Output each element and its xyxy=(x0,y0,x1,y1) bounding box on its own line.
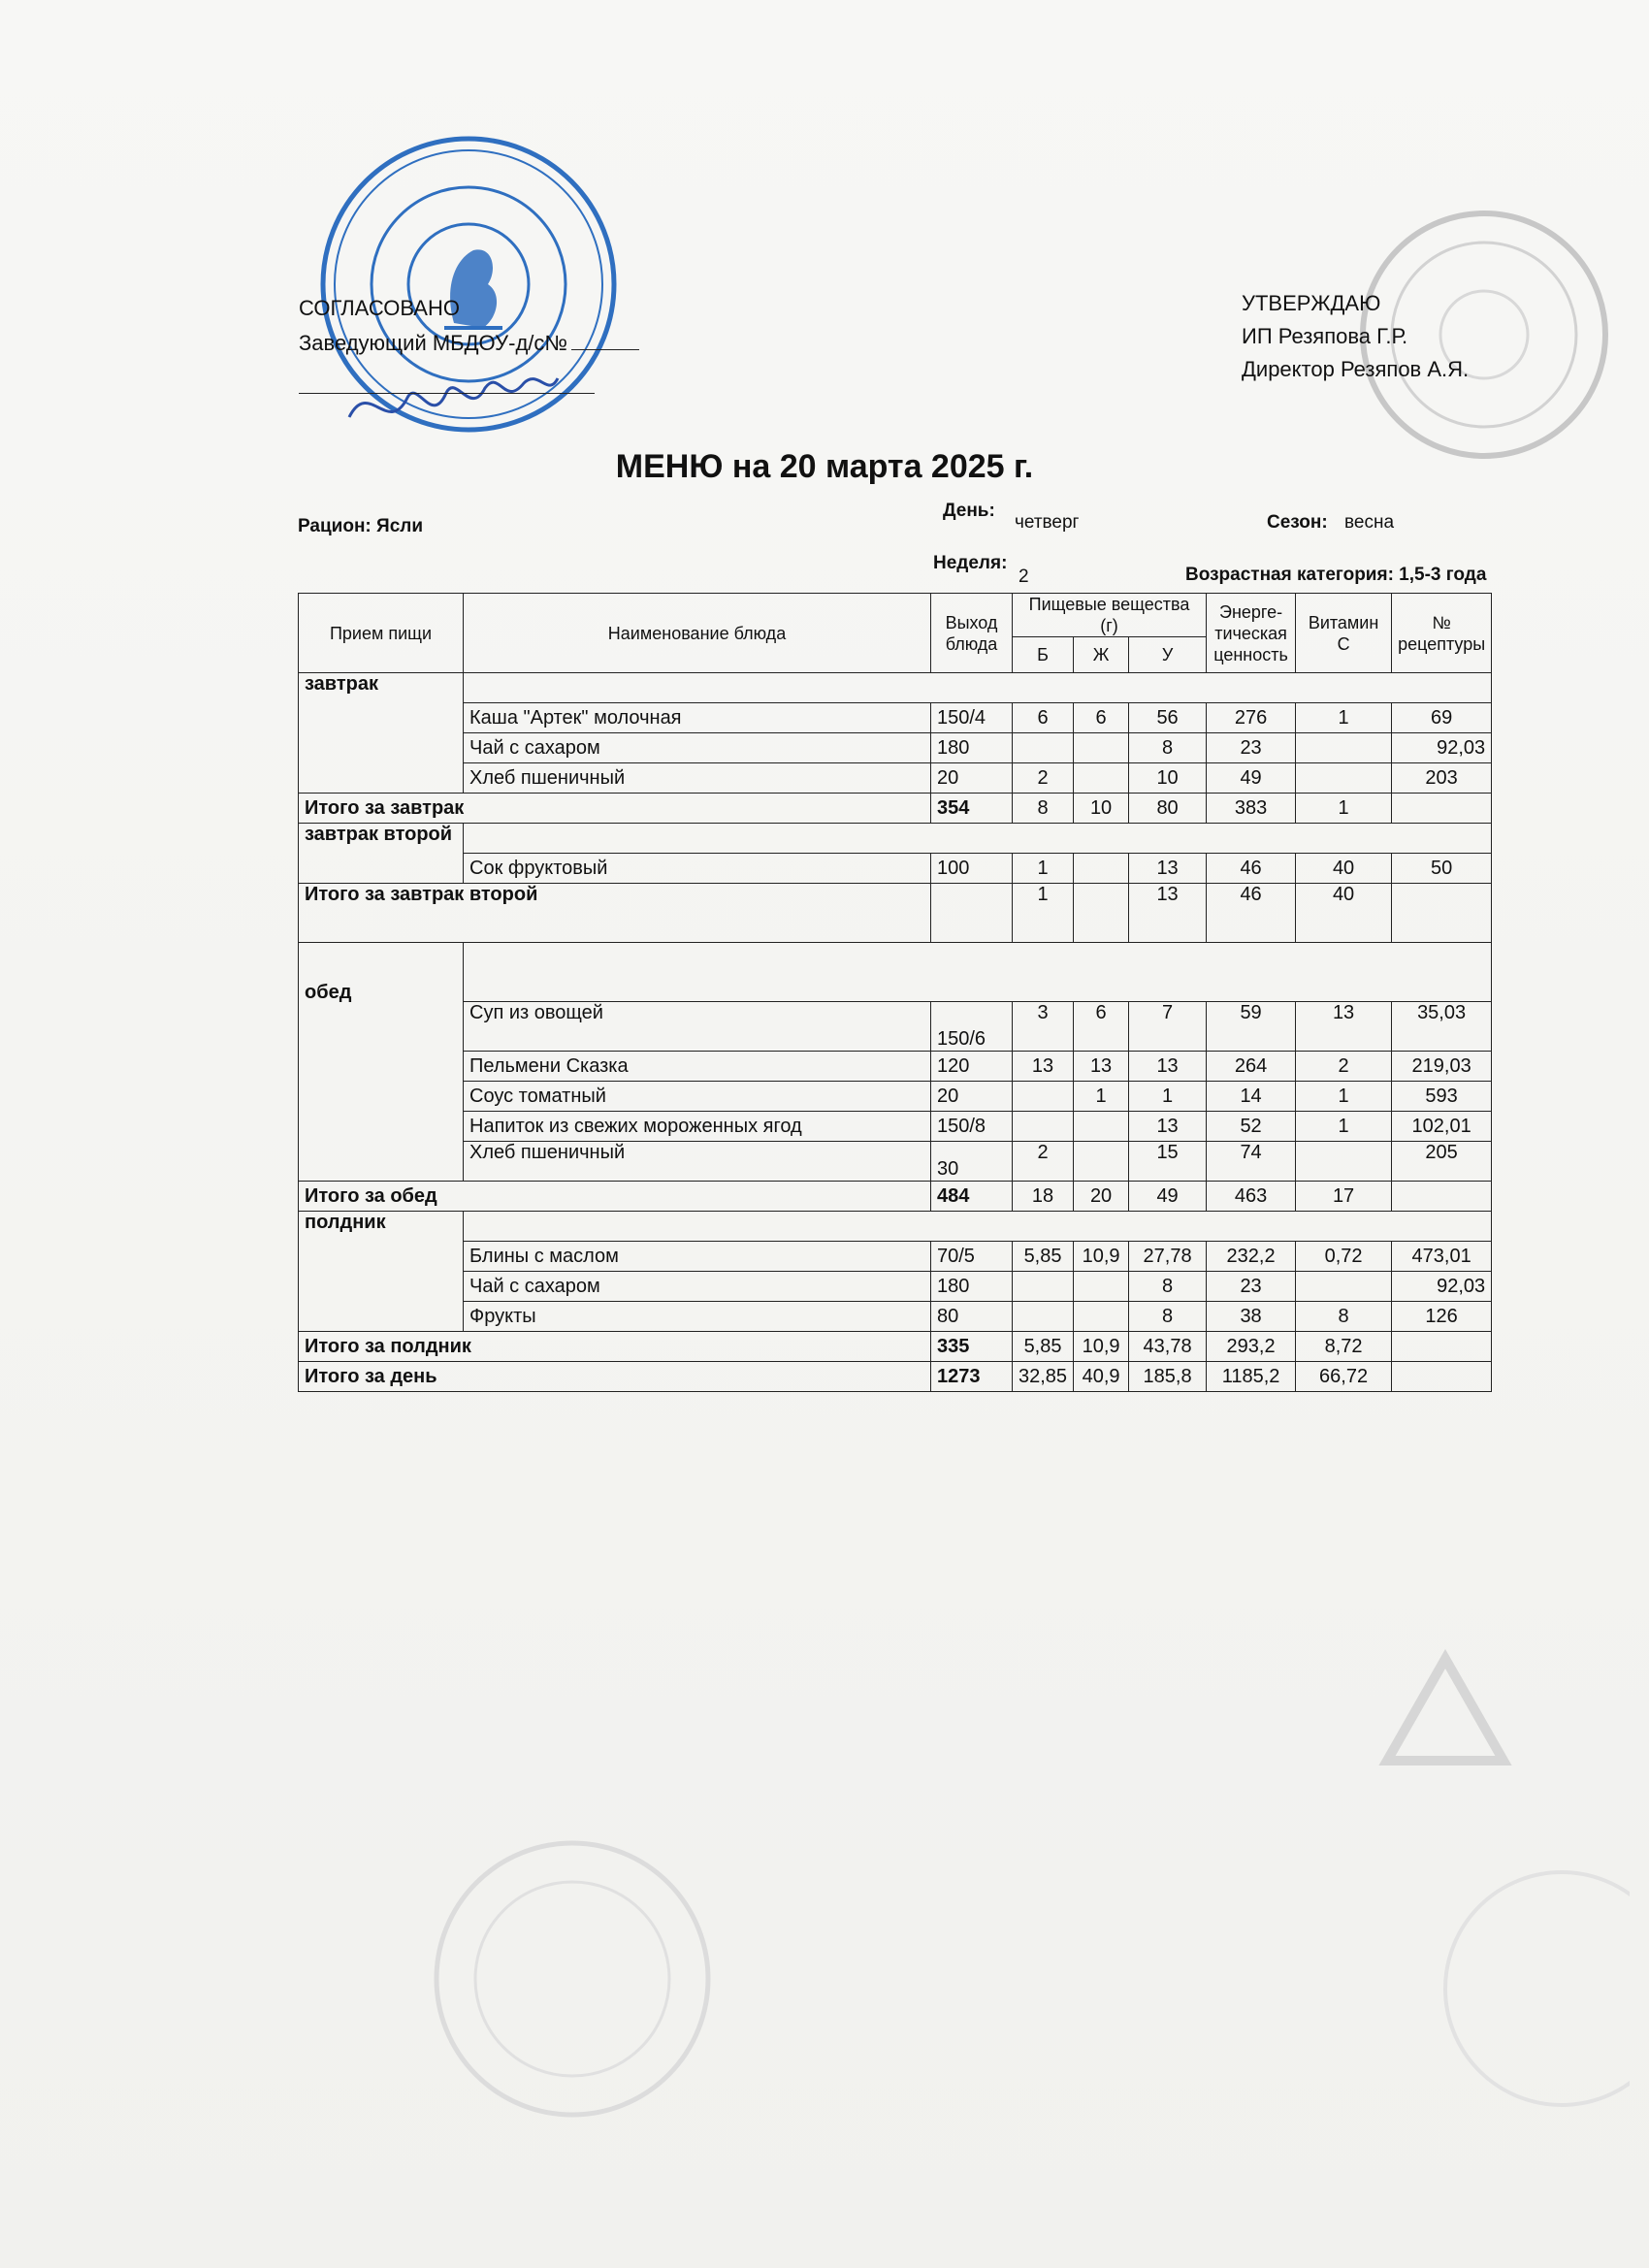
zh-cell: 6 xyxy=(1074,1002,1129,1052)
day-total-recipe xyxy=(1392,1362,1492,1392)
day-total-row xyxy=(299,1362,1492,1392)
vitamin-cell: 1 xyxy=(1296,703,1392,733)
output-cell: 150/6 xyxy=(931,1002,1013,1052)
approval-right xyxy=(1242,287,1469,386)
week-label: Неделя: xyxy=(933,553,1008,573)
dish-name: Сок фруктовый xyxy=(464,854,931,884)
dish-name: Чай с сахаром xyxy=(464,1272,931,1302)
signature xyxy=(340,359,563,446)
vitamin-cell: 2 xyxy=(1296,1052,1392,1082)
zh-cell: 1 xyxy=(1074,1082,1129,1112)
b-cell: 5,85 xyxy=(1013,1242,1074,1272)
header-output: Выход блюда xyxy=(931,594,1013,673)
section-row xyxy=(299,673,1492,703)
zh-cell: 10,9 xyxy=(1074,1242,1129,1272)
dish-name: Чай с сахаром xyxy=(464,733,931,763)
total-vitamin: 1 xyxy=(1296,794,1392,824)
energy-cell: 14 xyxy=(1207,1082,1296,1112)
total-row xyxy=(299,794,1492,824)
vitamin-cell: 1 xyxy=(1296,1112,1392,1142)
u-cell: 13 xyxy=(1129,1052,1207,1082)
u-cell: 8 xyxy=(1129,1272,1207,1302)
total-b: 8 xyxy=(1013,794,1074,824)
section-row xyxy=(299,824,1492,854)
recipe-cell: 593 xyxy=(1392,1082,1492,1112)
section-row xyxy=(299,943,1492,1002)
total-recipe xyxy=(1392,884,1492,943)
b-cell: 3 xyxy=(1013,1002,1074,1052)
table-row xyxy=(299,1142,1492,1182)
table-row xyxy=(299,854,1492,884)
table-row xyxy=(299,1112,1492,1142)
section-row xyxy=(299,1212,1492,1242)
faded-recycle-icon xyxy=(1377,1649,1513,1775)
total-zh: 10,9 xyxy=(1074,1332,1129,1362)
u-cell: 56 xyxy=(1129,703,1207,733)
energy-cell: 38 xyxy=(1207,1302,1296,1332)
b-cell xyxy=(1013,1082,1074,1112)
output-cell: 80 xyxy=(931,1302,1013,1332)
energy-cell: 276 xyxy=(1207,703,1296,733)
zh-cell xyxy=(1074,763,1129,794)
day-total-zh: 40,9 xyxy=(1074,1362,1129,1392)
total-label: Итого за обед xyxy=(299,1182,931,1212)
day-total-u: 185,8 xyxy=(1129,1362,1207,1392)
head-text: Заведующий МБДОУ-д/с№ xyxy=(299,331,567,355)
table-row xyxy=(299,763,1492,794)
u-cell: 1 xyxy=(1129,1082,1207,1112)
recipe-cell: 126 xyxy=(1392,1302,1492,1332)
header-recipe: № рецептуры xyxy=(1392,594,1492,673)
energy-cell: 46 xyxy=(1207,854,1296,884)
total-row xyxy=(299,1182,1492,1212)
b-cell: 13 xyxy=(1013,1052,1074,1082)
energy-cell: 23 xyxy=(1207,1272,1296,1302)
total-u: 13 xyxy=(1129,884,1207,943)
day-total-vitamin: 66,72 xyxy=(1296,1362,1392,1392)
total-b: 5,85 xyxy=(1013,1332,1074,1362)
total-row xyxy=(299,1332,1492,1362)
total-energy: 383 xyxy=(1207,794,1296,824)
dish-name: Суп из овощей xyxy=(464,1002,931,1052)
total-label: Итого за полдник xyxy=(299,1332,931,1362)
agreed-label: СОГЛАСОВАНО xyxy=(299,296,460,320)
output-cell: 20 xyxy=(931,763,1013,794)
vitamin-cell xyxy=(1296,763,1392,794)
dish-name: Напиток из свежих мороженных ягод xyxy=(464,1112,931,1142)
total-vitamin: 17 xyxy=(1296,1182,1392,1212)
output-cell: 150/4 xyxy=(931,703,1013,733)
meal-breakfast2: завтрак второй xyxy=(299,824,464,884)
total-b: 18 xyxy=(1013,1182,1074,1212)
output-cell: 180 xyxy=(931,733,1013,763)
table-row xyxy=(299,703,1492,733)
dish-name: Блины с маслом xyxy=(464,1242,931,1272)
recipe-cell: 35,03 xyxy=(1392,1002,1492,1052)
meal-breakfast: завтрак xyxy=(299,673,464,794)
zh-cell xyxy=(1074,854,1129,884)
meal-snack: полдник xyxy=(299,1212,464,1332)
output-cell: 180 xyxy=(931,1272,1013,1302)
output-cell: 70/5 xyxy=(931,1242,1013,1272)
header-energy: Энерге-тическая ценность xyxy=(1207,594,1296,673)
energy-cell: 74 xyxy=(1207,1142,1296,1182)
total-recipe xyxy=(1392,1332,1492,1362)
table-row xyxy=(299,1302,1492,1332)
header-nutrients: Пищевые вещества (г) xyxy=(1013,594,1207,637)
vitamin-cell: 1 xyxy=(1296,1082,1392,1112)
energy-cell: 23 xyxy=(1207,733,1296,763)
dish-name: Фрукты xyxy=(464,1302,931,1332)
u-cell: 13 xyxy=(1129,1112,1207,1142)
page-title: МЕНЮ на 20 марта 2025 г. xyxy=(615,448,1034,485)
output-cell: 30 xyxy=(931,1142,1013,1182)
energy-cell: 52 xyxy=(1207,1112,1296,1142)
zh-cell xyxy=(1074,1272,1129,1302)
b-cell: 6 xyxy=(1013,703,1074,733)
table-row xyxy=(299,1082,1492,1112)
vitamin-cell: 13 xyxy=(1296,1002,1392,1052)
day-total-label: Итого за день xyxy=(299,1362,931,1392)
meal-lunch: обед xyxy=(299,943,464,1182)
energy-cell: 264 xyxy=(1207,1052,1296,1082)
header-meal: Прием пищи xyxy=(299,594,464,673)
u-cell: 27,78 xyxy=(1129,1242,1207,1272)
total-b: 1 xyxy=(1013,884,1074,943)
header-dish: Наименование блюда xyxy=(464,594,931,673)
total-vitamin: 40 xyxy=(1296,884,1392,943)
b-cell: 2 xyxy=(1013,1142,1074,1182)
ration-label: Рацион: Ясли xyxy=(298,516,424,536)
recipe-cell: 92,03 xyxy=(1392,1272,1492,1302)
total-recipe xyxy=(1392,1182,1492,1212)
signature-line xyxy=(299,393,595,394)
u-cell: 7 xyxy=(1129,1002,1207,1052)
vitamin-cell xyxy=(1296,1272,1392,1302)
total-recipe xyxy=(1392,794,1492,824)
u-cell: 8 xyxy=(1129,733,1207,763)
table-row xyxy=(299,1052,1492,1082)
total-energy: 293,2 xyxy=(1207,1332,1296,1362)
energy-cell: 59 xyxy=(1207,1002,1296,1052)
vitamin-cell: 8 xyxy=(1296,1302,1392,1332)
zh-cell xyxy=(1074,1302,1129,1332)
vitamin-cell xyxy=(1296,1142,1392,1182)
energy-cell: 232,2 xyxy=(1207,1242,1296,1272)
table-row xyxy=(299,1242,1492,1272)
header-b: Б xyxy=(1013,637,1074,673)
head-label xyxy=(299,326,639,361)
day-total-output: 1273 xyxy=(931,1362,1013,1392)
approve-label: УТВЕРЖДАЮ xyxy=(1242,291,1381,315)
b-cell xyxy=(1013,1302,1074,1332)
total-zh xyxy=(1074,884,1129,943)
header-vitamin: Витамин С xyxy=(1296,594,1392,673)
total-u: 43,78 xyxy=(1129,1332,1207,1362)
total-energy: 46 xyxy=(1207,884,1296,943)
vitamin-cell: 0,72 xyxy=(1296,1242,1392,1272)
director-label: Директор Резяпов А.Я. xyxy=(1242,357,1470,381)
zh-cell xyxy=(1074,1142,1129,1182)
day-total-energy: 1185,2 xyxy=(1207,1362,1296,1392)
energy-cell: 49 xyxy=(1207,763,1296,794)
day-label: День: xyxy=(943,501,995,521)
total-u: 80 xyxy=(1129,794,1207,824)
total-output xyxy=(931,884,1013,943)
total-row xyxy=(299,884,1492,943)
total-vitamin: 8,72 xyxy=(1296,1332,1392,1362)
day-value: четверг xyxy=(1015,512,1080,533)
table-row xyxy=(299,733,1492,763)
b-cell xyxy=(1013,1272,1074,1302)
u-cell: 10 xyxy=(1129,763,1207,794)
b-cell: 2 xyxy=(1013,763,1074,794)
header-u: У xyxy=(1129,637,1207,673)
season-value: весна xyxy=(1344,512,1395,533)
total-u: 49 xyxy=(1129,1182,1207,1212)
total-output: 335 xyxy=(931,1332,1013,1362)
u-cell: 15 xyxy=(1129,1142,1207,1182)
u-cell: 13 xyxy=(1129,854,1207,884)
u-cell: 8 xyxy=(1129,1302,1207,1332)
header-zh: Ж xyxy=(1074,637,1129,673)
season-label: Сезон: xyxy=(1267,512,1328,533)
recipe-cell: 69 xyxy=(1392,703,1492,733)
dish-name: Хлеб пшеничный xyxy=(464,763,931,794)
recipe-cell: 102,01 xyxy=(1392,1112,1492,1142)
zh-cell: 6 xyxy=(1074,703,1129,733)
dish-name: Пельмени Сказка xyxy=(464,1052,931,1082)
approval-left xyxy=(299,291,639,361)
recipe-cell: 205 xyxy=(1392,1142,1492,1182)
output-cell: 100 xyxy=(931,854,1013,884)
recipe-cell: 203 xyxy=(1392,763,1492,794)
recipe-cell: 473,01 xyxy=(1392,1242,1492,1272)
zh-cell xyxy=(1074,733,1129,763)
b-cell: 1 xyxy=(1013,854,1074,884)
table-row xyxy=(299,1002,1492,1052)
dish-name: Соус томатный xyxy=(464,1082,931,1112)
ip-label: ИП Резяпова Г.Р. xyxy=(1242,324,1408,348)
b-cell xyxy=(1013,1112,1074,1142)
b-cell xyxy=(1013,733,1074,763)
zh-cell: 13 xyxy=(1074,1052,1129,1082)
total-label: Итого за завтрак второй xyxy=(299,884,931,943)
day-total-b: 32,85 xyxy=(1013,1362,1074,1392)
faded-stamp-bottom-right xyxy=(1436,1863,1630,2115)
recipe-cell: 92,03 xyxy=(1392,733,1492,763)
age-category: Возрастная категория: 1,5-3 года xyxy=(1185,565,1487,585)
total-zh: 20 xyxy=(1074,1182,1129,1212)
recipe-cell: 50 xyxy=(1392,854,1492,884)
table-row xyxy=(299,1272,1492,1302)
vitamin-cell: 40 xyxy=(1296,854,1392,884)
total-energy: 463 xyxy=(1207,1182,1296,1212)
week-value: 2 xyxy=(1018,567,1029,587)
output-cell: 150/8 xyxy=(931,1112,1013,1142)
recipe-cell: 219,03 xyxy=(1392,1052,1492,1082)
table-header-row xyxy=(299,594,1492,637)
total-zh: 10 xyxy=(1074,794,1129,824)
faded-stamp-bottom xyxy=(417,1824,728,2134)
total-label: Итого за завтрак xyxy=(299,794,931,824)
menu-table xyxy=(298,593,1492,1392)
total-output: 484 xyxy=(931,1182,1013,1212)
output-cell: 120 xyxy=(931,1052,1013,1082)
output-cell: 20 xyxy=(931,1082,1013,1112)
zh-cell xyxy=(1074,1112,1129,1142)
vitamin-cell xyxy=(1296,733,1392,763)
dish-name: Хлеб пшеничный xyxy=(464,1142,931,1182)
total-output: 354 xyxy=(931,794,1013,824)
dish-name: Каша "Артек" молочная xyxy=(464,703,931,733)
